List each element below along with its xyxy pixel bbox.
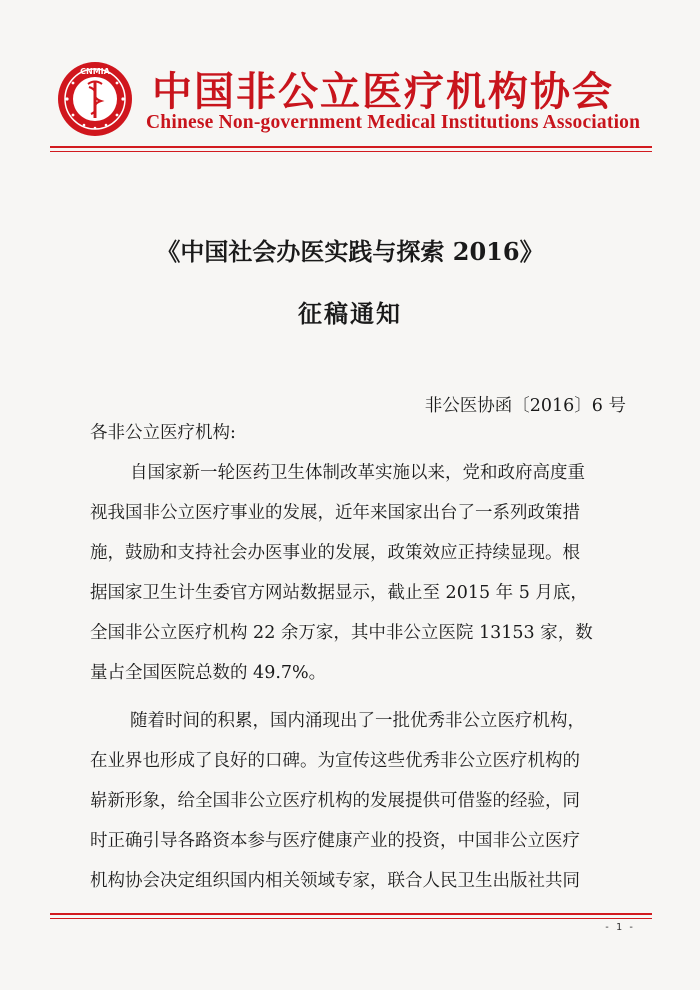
header-rule-thin [50, 151, 652, 152]
footer-rule-thick [50, 913, 652, 915]
salutation: 各非公立医疗机构: [90, 423, 236, 443]
paragraph-line: 量占全国医院总数的 49.7%。 [90, 663, 327, 683]
letterhead [50, 52, 650, 144]
org-name-en: Chinese Non-government Medical Institutions Association [146, 112, 641, 133]
paragraph-line: 施，鼓励和支持社会办医事业的发展，政策效应正持续显现。根 [90, 543, 580, 563]
paragraph-line: 自国家新一轮医药卫生体制改革实施以来，党和政府高度重 [130, 463, 585, 483]
svg-text:CNMIA: CNMIA [80, 67, 110, 76]
paragraph-line: 据国家卫生计生委官方网站数据显示，截止至 2015 年 5 月底， [90, 583, 588, 603]
paragraph-line: 随着时间的积累，国内涌现出了一批优秀非公立医疗机构， [130, 711, 585, 731]
document-number: 非公医协函〔2016〕6 号 [424, 396, 626, 416]
footer-rule-thin [50, 918, 652, 919]
paragraph-line: 视我国非公立医疗事业的发展，近年来国家出台了一系列政策措 [90, 503, 580, 523]
document-subtitle: 征稿通知 [298, 299, 402, 328]
paragraph-line: 全国非公立医疗机构 22 余万家，其中非公立医院 13153 家，数 [90, 623, 593, 643]
paragraph-line: 崭新形象，给全国非公立医疗机构的发展提供可借鉴的经验，同 [90, 791, 580, 811]
paragraph-line: 机构协会决定组织国内相关领域专家，联合人民卫生出版社共同 [90, 871, 580, 891]
paragraph-line: 时正确引导各路资本参与医疗健康产业的投资，中国非公立医疗 [90, 831, 580, 851]
paragraph-line: 在业界也形成了良好的口碑。为宣传这些优秀非公立医疗机构的 [90, 751, 580, 771]
association-seal-logo [56, 60, 134, 138]
document-title: 《中国社会办医实践与探索 2016》 [156, 237, 544, 266]
org-name-cn: 中国非公立医疗机构协会 [152, 69, 614, 115]
page-number: - 1 - [604, 922, 635, 933]
header-rule-thick [50, 146, 652, 148]
